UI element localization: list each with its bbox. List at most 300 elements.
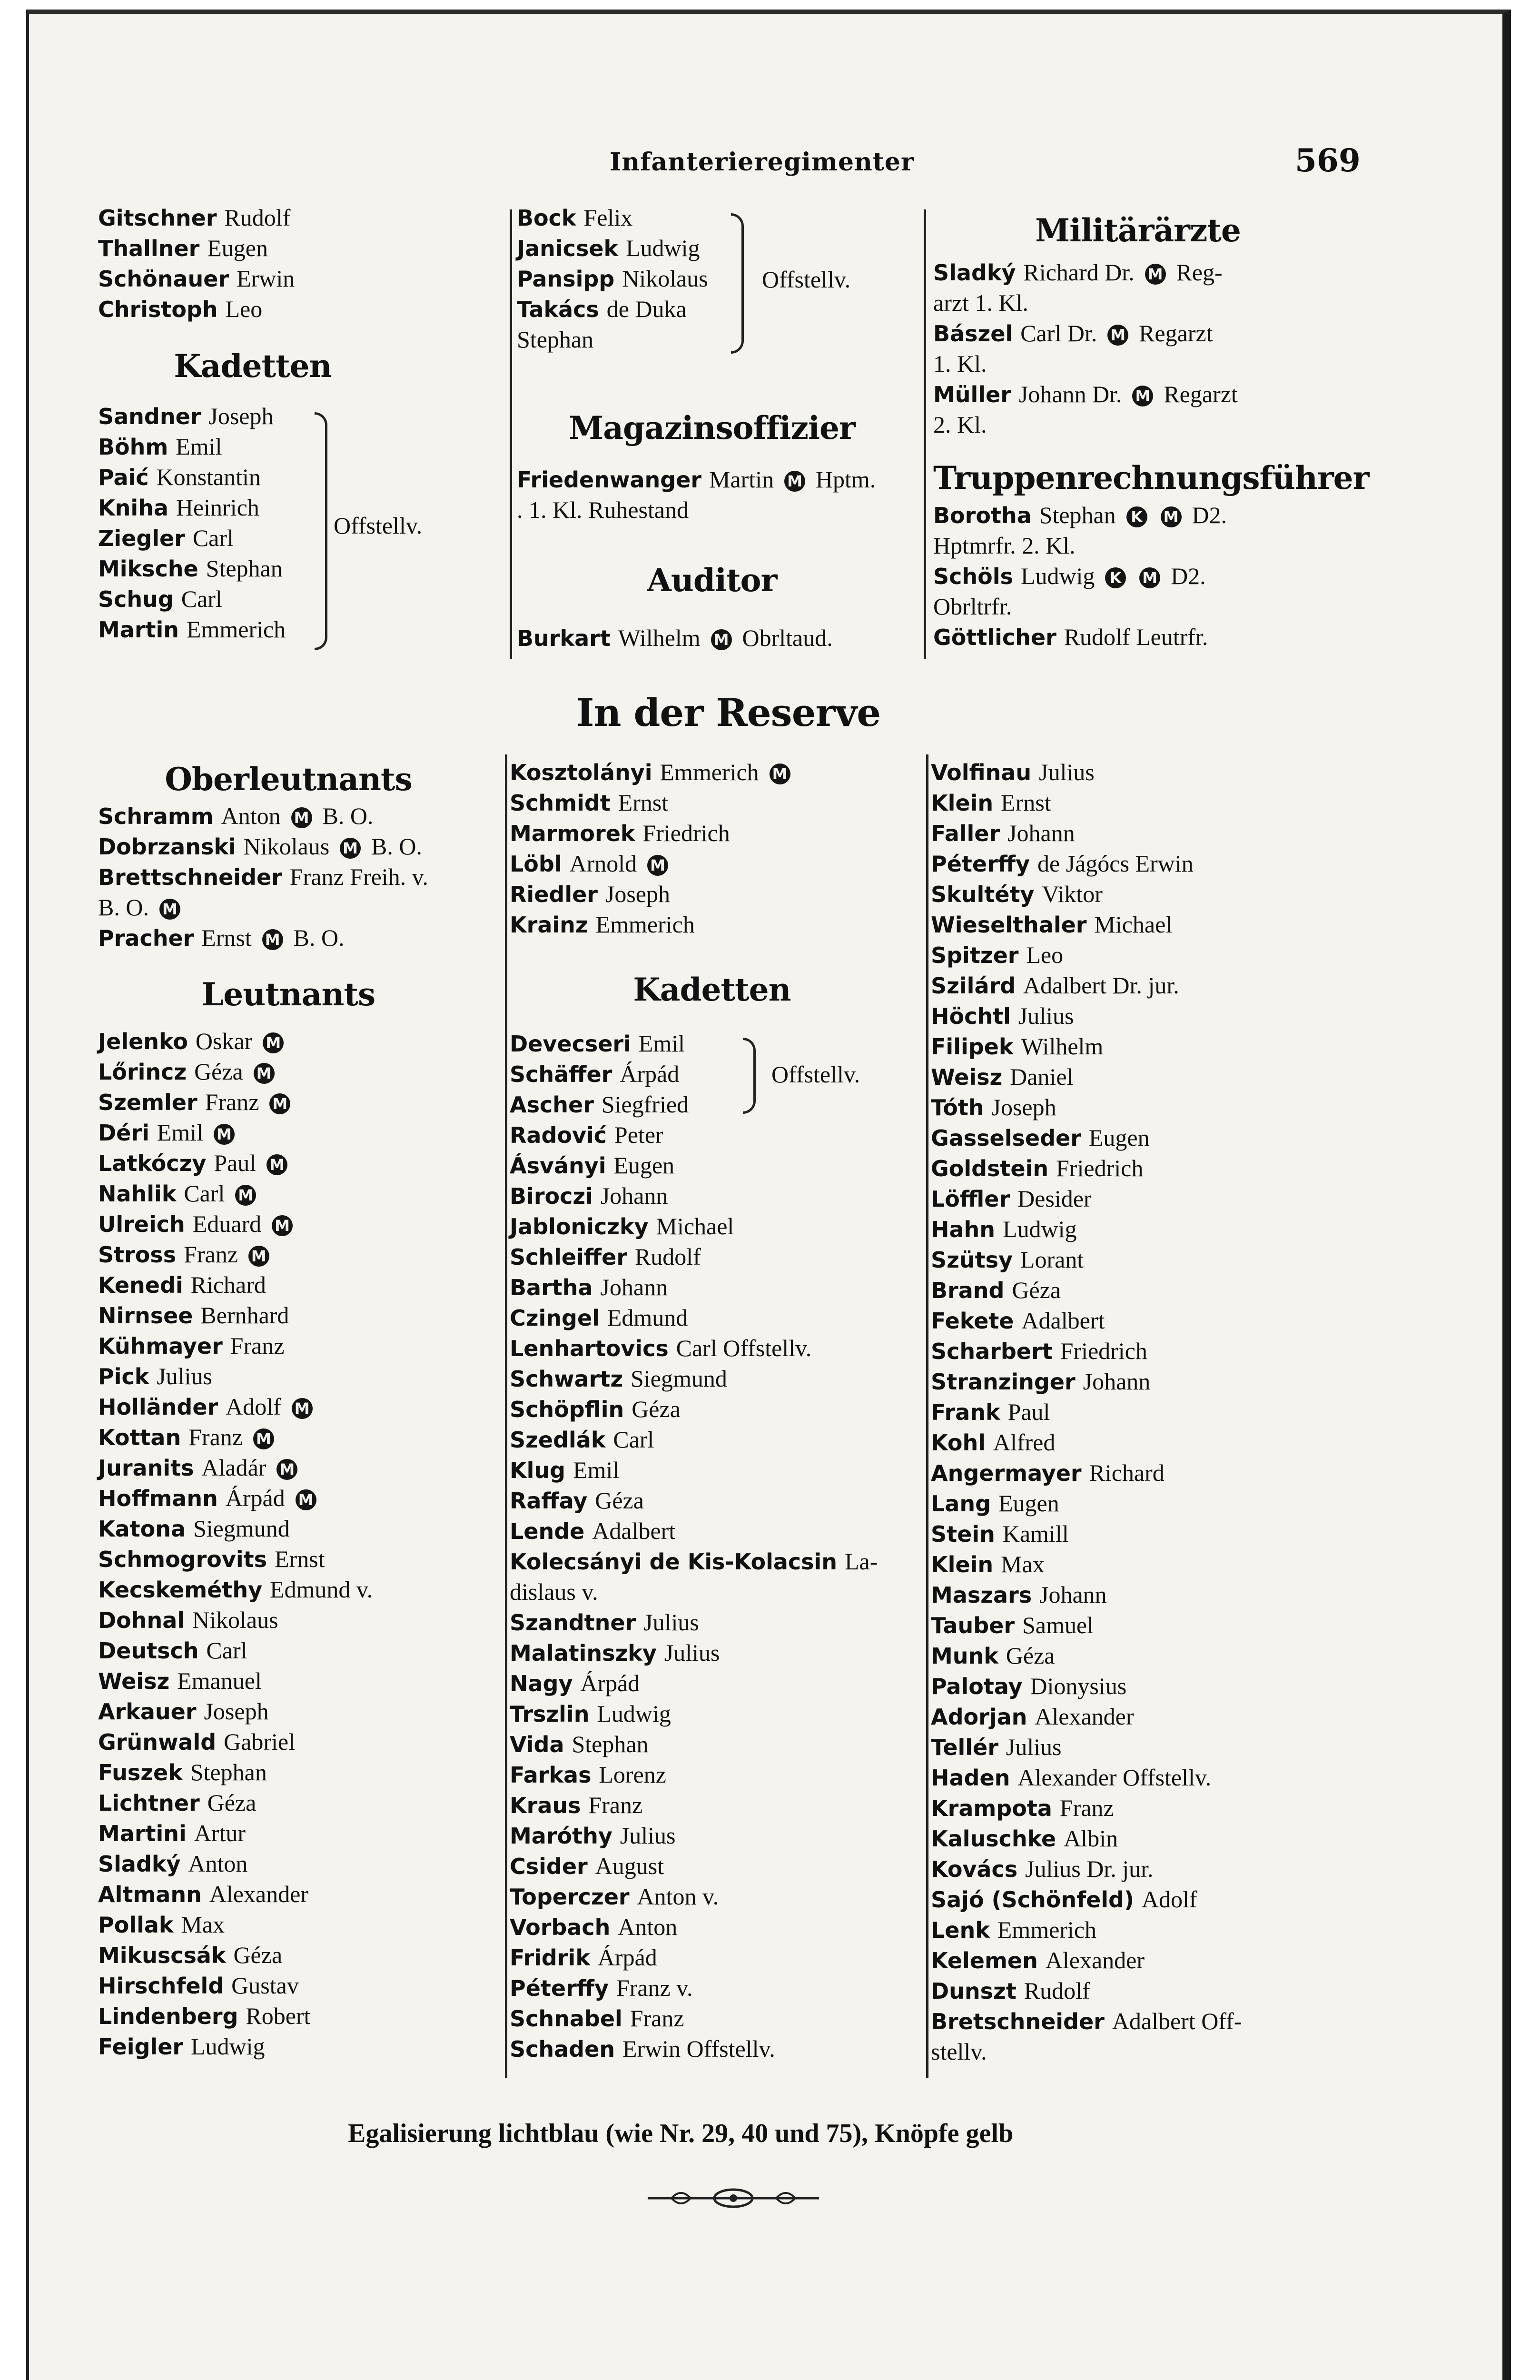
reserve-officer-entry [931,1701,1359,1732]
given-name: Rudolf [634,1243,701,1270]
surname: Ascher [510,1092,594,1118]
given-name: Ludwig [191,2033,265,2060]
col1-officer-entry [98,294,517,324]
given-name: Johann [600,1274,668,1300]
surname: Latkóczy [98,1150,207,1176]
reserve-kadett-entry [510,1455,928,1485]
col1-officer-entry [98,233,517,263]
medal-icon: M [291,807,312,828]
ornament-divider [643,2184,824,2212]
reserve-officer-entry [931,1092,1359,1122]
given-name: Johann [1039,1581,1107,1608]
given-name: Géza [1012,1277,1061,1303]
given-name: Lorenz [599,1761,666,1788]
reserve-officer-entry [931,1945,1359,1975]
leutnant-entry [98,1605,512,1635]
surname: Szütsy [931,1247,1013,1273]
col2-officer-entry [517,294,898,324]
surname: Takács [517,297,599,322]
surname: Kecskeméthy [98,1577,263,1603]
reserve-officer-entry [931,1336,1359,1366]
leutnant-entry [98,1361,512,1391]
given-name: Julius [664,1639,720,1666]
surname: Böhm [98,434,168,460]
given-name: Carl Offstellv. [676,1335,812,1361]
given-name: Aladár [201,1454,267,1481]
given-name: Ernst [274,1546,325,1572]
rank-note: D2. [1171,563,1206,589]
given-name: Michael [656,1213,734,1240]
surname: Angermayer [931,1460,1082,1486]
given-name: Obrltrfr. [933,593,1012,620]
leutnant-entry [98,1787,512,1818]
leutnant-entry [98,1970,512,2001]
kadetten-brace [315,412,327,650]
surname: Fekete [931,1308,1014,1334]
medal-icon: M [276,1459,297,1480]
given-name: arzt 1. Kl. [933,289,1028,316]
reserve-officer-entry [931,1366,1359,1397]
surname: Péterffy [510,1975,609,2001]
reserve-col2-list [510,757,924,940]
col2-officer-entry [517,324,898,355]
surname: Stross [98,1242,177,1268]
aerzte-heading: Militärärzte [1035,212,1241,249]
surname: Czingel [510,1305,600,1331]
col1-kadett-entry [98,462,393,492]
given-name: Anton v. [637,1883,719,1910]
surname: Tauber [931,1613,1015,1638]
surname: Adorjan [931,1704,1027,1730]
given-name: Eduard [192,1210,262,1237]
rank-note: B. O. [322,803,374,829]
oberleutnant-entry [98,862,512,892]
col1-officers [98,202,517,324]
given-name: Johann [1007,820,1075,846]
surname: Bászel [933,321,1013,347]
reserve-kadett-entry [510,1790,928,1820]
reserve-kadett-entry [510,1272,928,1302]
given-name: Franz [1059,1795,1114,1821]
surname: Hahn [931,1217,996,1242]
given-name: Géza [595,1487,644,1514]
surname: Mikuscsák [98,1943,226,1968]
given-name: Nikolaus [243,833,330,860]
leutnant-entry [98,1848,512,1879]
surname: Lindenberg [98,2003,238,2029]
surname: Borotha [933,503,1032,528]
aerzte-entry [933,348,1343,379]
reserve-officer-entry [931,1244,1359,1275]
given-name: Emmerich [660,759,759,785]
surname: Riedler [510,882,598,907]
surname: Bock [517,205,576,231]
surname: Szemler [98,1090,197,1115]
surname: Nagy [510,1671,573,1696]
reserve-officer-entry [510,818,924,848]
given-name: Lorant [1020,1246,1084,1273]
given-name: . 1. Kl. Ruhestand [517,496,689,523]
leutnant-entry [98,1635,512,1666]
given-name: Árpád [620,1061,680,1087]
given-name: Kamill [1002,1520,1069,1547]
given-name: Géza [1006,1642,1055,1669]
given-name: Ernst [1001,789,1051,816]
reserve-kadett-entry [510,2033,928,2064]
col1-officer-entry [98,263,517,294]
leutnant-entry [98,1269,512,1300]
leutnant-entry [98,1666,512,1696]
reserve-kadett-entry [510,1942,928,1973]
medal-icon: M [296,1489,316,1510]
surname: Schmogrovits [98,1547,267,1572]
rank-note: Regarzt [1164,381,1238,407]
surname: Deutsch [98,1638,199,1664]
surname: Krampota [931,1795,1052,1821]
surname: Gasselseder [931,1125,1081,1151]
given-name: Richard [1089,1459,1165,1486]
surname: Ziegler [98,526,185,551]
given-name: Arnold [569,850,637,877]
surname: Schwartz [510,1366,623,1392]
reserve-kadett-entry [510,1577,928,1607]
surname: Stein [931,1521,995,1547]
given-name: Konstantin [156,464,261,490]
surname: Müller [933,382,1011,407]
given-name: Emil [638,1030,685,1057]
surname: Martin [98,617,179,643]
leutnant-entry [98,1148,512,1178]
reserve-kadett-entry [510,1211,928,1241]
surname: Kohl [931,1430,986,1456]
surname: Schöls [933,564,1013,589]
given-name: Eugen [207,235,268,261]
reserve-officer-entry [931,1914,1359,1945]
surname: Martini [98,1821,187,1846]
oberleutnant-entry [98,831,512,862]
given-name: Franz [230,1332,285,1359]
surname: Weisz [931,1064,1003,1090]
given-name: Erwin [237,265,295,292]
reserve-kadett-entry [510,1028,928,1059]
reserve-officer-entry [931,848,1359,879]
reserve-kadetten-list [510,1028,928,2064]
reserve-officer-entry [931,1549,1359,1579]
reserve-officer-entry [931,1823,1359,1854]
surname: Sandner [98,404,201,429]
reserve-kadett-entry [510,1333,928,1363]
surname: Toperczer [510,1884,630,1910]
given-name: Carl [206,1637,247,1664]
surname: Kaluschke [931,1826,1056,1852]
reserve-officer-entry [931,2036,1359,2067]
given-name: Johann [1083,1368,1151,1395]
given-name: Samuel [1022,1612,1094,1638]
reserve-kadett-entry [510,1059,928,1089]
given-name: Stephan [572,1731,649,1757]
reserve-officer-entry [510,879,924,909]
reserve-kadett-entry [510,1150,928,1180]
k-mark-icon: K [1105,567,1126,588]
reserve-officer-entry [931,970,1359,1001]
reserve-officer-entry [931,1854,1359,1884]
given-name: Carl [181,585,222,612]
given-name: Emil [157,1119,203,1146]
surname: Munk [931,1643,998,1669]
leutnant-entry [98,1026,512,1056]
given-name: Franz Freih. v. [289,863,428,890]
truppen-entry [933,622,1343,652]
truppen-list [933,500,1343,652]
book-page [26,10,1511,2380]
given-name: Carl [192,525,234,551]
leutnant-entry [98,1452,512,1483]
surname: Brettschneider [98,864,282,890]
reserve-kadett-entry [510,1089,928,1120]
surname: Déri [98,1120,149,1146]
surname: Arkauer [98,1699,197,1725]
reserve-officer-entry [931,818,1359,848]
surname: Szedlák [510,1427,606,1453]
leutnant-entry [98,2031,512,2062]
aerzte-entry [933,318,1343,348]
reserve-officer-entry [931,1001,1359,1031]
surname: Dobrzanski [98,834,236,860]
given-name: Richard Dr. [1023,259,1135,286]
leutnant-entry [98,1056,512,1087]
reserve-officer-entry [931,1061,1359,1092]
given-name: Anton [221,803,281,829]
surname: Pollak [98,1912,174,1938]
surname: Altmann [98,1882,202,1907]
given-name: Franz v. [616,1974,693,2001]
reserve-kadett-entry [510,1516,928,1546]
given-name: Franz [205,1089,259,1115]
surname: Schramm [98,803,214,829]
medal-icon: M [647,855,668,876]
given-name: Rudolf Leutrfr. [1064,624,1208,650]
medal-icon: M [272,1215,293,1236]
given-name: La- [844,1548,878,1575]
given-name: de Duka [606,296,687,322]
surname: Szilárd [931,973,1016,999]
given-name: Julius [1006,1734,1062,1760]
given-name: Max [1001,1551,1045,1577]
given-name: Franz [184,1241,238,1268]
given-name: Franz [588,1792,643,1818]
leutnant-entry [98,1940,512,1970]
column-rule [505,754,507,2078]
surname: Tóth [931,1095,984,1121]
reserve-officer-entry [931,1153,1359,1183]
given-name: Eugen [613,1152,675,1179]
surname: Juranits [98,1455,194,1481]
reserve-kadett-entry [510,1698,928,1729]
given-name: Adolf [226,1393,281,1420]
reserve-officer-entry [931,1427,1359,1458]
given-name: Gabriel [224,1728,296,1755]
surname: Klein [931,1552,994,1577]
given-name: Siegfried [601,1091,689,1118]
leutnant-entry [98,1178,512,1209]
aerzte-entry [933,288,1343,318]
magazin-entry [517,495,907,525]
leutnant-entry [98,1909,512,1940]
surname: Paić [98,465,149,490]
given-name: Alexander [1035,1703,1134,1730]
surname: Brand [931,1278,1005,1303]
given-name: Paul [1007,1398,1050,1425]
surname: Katona [98,1516,186,1542]
reserve-title: In der Reserve [576,690,881,735]
given-name: Felix [583,204,633,231]
col1-kadett-entry [98,614,393,645]
facings-note: Egalisierung lichtblau (wie Nr. 29, 40 und 75), Knöpfe gelb [348,2119,1014,2148]
aerzte-entry [933,409,1343,440]
given-name: Adalbert [592,1517,676,1544]
reserve-officer-entry [931,1458,1359,1488]
col2-brace-label: Offstellv. [762,266,851,293]
auditor-given: Wilhelm [618,625,701,651]
given-name: Emanuel [177,1667,262,1694]
given-name: Franz [188,1424,243,1450]
medal-icon: M [770,764,790,784]
column-rule [510,209,512,659]
aerzte-list [933,257,1343,440]
rank-note: Hptm. [815,466,876,493]
medal-icon: M [1132,386,1153,407]
surname: Schmidt [510,790,611,816]
surname: Friedenwanger [517,467,702,493]
oberleutnant-entry [98,922,512,953]
given-name: Joseph [204,1698,269,1725]
surname: Dunszt [931,1978,1017,2004]
given-name: Michael [1094,911,1173,938]
rank-note: B. O. [293,924,345,951]
given-name: Rudolf [1024,1977,1090,2004]
given-name: dislaus v. [510,1578,598,1605]
reserve-kadett-entry [510,1546,928,1577]
leutnants-heading: Leutnants [201,976,375,1013]
surname: Frank [931,1399,1000,1425]
given-name: Viktor [1042,881,1103,907]
surname: Péterffy [931,851,1030,877]
given-name: Rudolf [224,204,291,231]
reserve-officer-entry [510,909,924,940]
magazin-entry [517,464,907,495]
given-name: Robert [246,2003,311,2029]
reserve-officer-entry [931,757,1359,787]
given-name: Adalbert Off- [1112,2008,1242,2034]
reserve-officer-entry [510,848,924,879]
rank-note: Regarzt [1139,320,1213,347]
medal-icon: M [235,1185,256,1206]
given-name: Géza [194,1058,243,1085]
given-name: Leo [225,296,263,322]
surname: Csider [510,1854,588,1879]
leutnant-entry [98,1391,512,1422]
surname: Szandtner [510,1610,636,1636]
surname: Scharbert [931,1339,1053,1364]
reserve-kadett-entry [510,1180,928,1211]
surname: Schleiffer [510,1244,628,1270]
medal-icon: M [253,1428,274,1449]
aerzte-entry [933,257,1343,288]
given-name: Julius [157,1363,212,1389]
medal-icon: M [269,1093,290,1114]
surname: Kühmayer [98,1333,223,1359]
surname: Kelemen [931,1948,1038,1973]
leutnant-entry [98,1818,512,1848]
surname: Krainz [510,912,588,938]
kadetten-heading: Kadetten [174,347,332,385]
reserve-officer-entry [931,1732,1359,1762]
given-name: Alfred [993,1429,1056,1456]
surname: Pracher [98,925,194,951]
reserve-kadett-entry [510,1607,928,1637]
surname: Marmorek [510,821,635,846]
surname: Sladký [933,260,1016,286]
given-name: Géza [233,1942,283,1968]
given-name: Joseph [991,1094,1056,1121]
truppen-entry [933,591,1343,622]
given-name: Max [181,1911,225,1938]
surname: Schöpflin [510,1397,624,1422]
given-name: Emmerich [997,1916,1097,1943]
given-name: Árpád [580,1670,640,1696]
col1-kadett-entry [98,584,393,614]
surname: Höchtl [931,1003,1011,1029]
given-name: August [595,1853,664,1879]
surname: Lenk [931,1917,990,1943]
reserve-officer-entry [931,1031,1359,1061]
surname: Bretschneider [931,2009,1105,2034]
surname: Göttlicher [933,625,1056,650]
surname: Palotay [931,1674,1023,1699]
reserve-officer-entry [931,1518,1359,1549]
surname: Spitzer [931,942,1019,968]
leutnant-entry [98,1757,512,1787]
given-name: de Jágócs Erwin [1037,850,1194,877]
given-name: Carl Dr. [1020,320,1097,347]
given-name: Wilhelm [1021,1033,1104,1060]
leutnants-list [98,1026,512,2062]
given-name: Stephan [517,326,594,353]
given-name: Johann [600,1182,668,1209]
leutnant-entry [98,1422,512,1452]
medal-icon: M [1145,264,1166,285]
surname: Lőrincz [98,1059,187,1085]
surname: Hoffmann [98,1486,218,1511]
surname: Kosztolányi [510,760,652,785]
given-name: Eugen [1088,1124,1150,1151]
given-name: Emmerich [595,911,695,938]
given-name: Oskar [195,1028,253,1054]
given-name: Julius [643,1609,699,1636]
given-name: Artur [194,1820,246,1846]
kadetten-brace-label: Offstellv. [334,512,423,539]
leutnant-entry [98,1696,512,1726]
reserve-officer-entry [931,1122,1359,1153]
reserve-officer-entry [931,1579,1359,1610]
given-name: Alexander [209,1881,308,1907]
surname: Pick [98,1364,149,1389]
running-head: Infanterieregimenter [610,148,915,177]
surname: Löffler [931,1186,1010,1212]
given-name: B. O. [98,894,149,921]
reserve-officer-entry [931,879,1359,909]
medal-icon: M [340,838,361,859]
